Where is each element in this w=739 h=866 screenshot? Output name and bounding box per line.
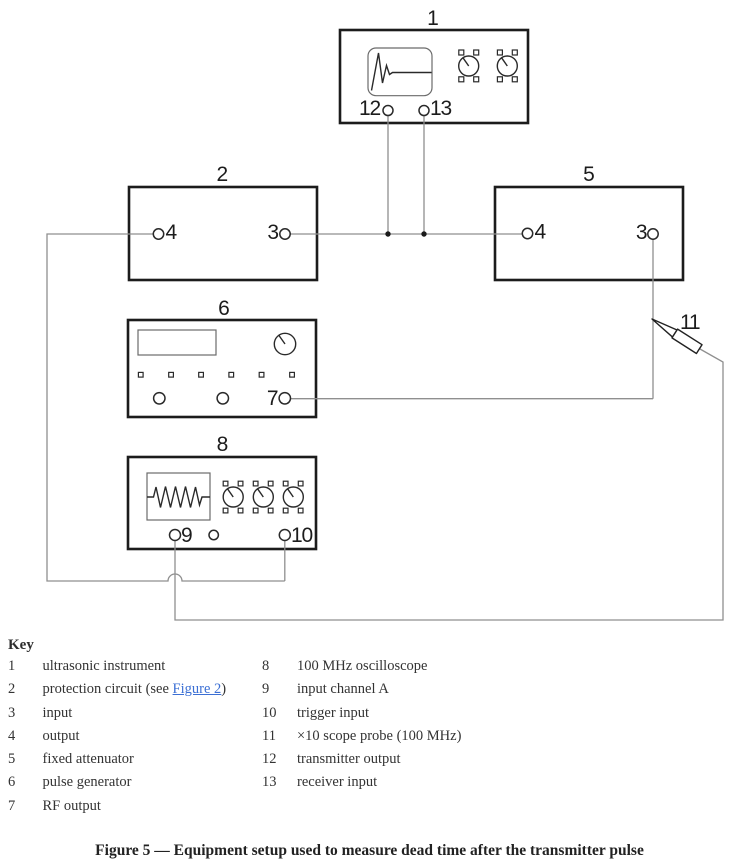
key-label: RF output (42, 797, 101, 814)
junction-dot (421, 231, 426, 236)
key-number: 10 (262, 704, 277, 721)
label-protection-output: 4 (165, 221, 178, 244)
terminal-attenuator-output (522, 228, 532, 238)
key-number: 2 (8, 681, 16, 698)
knob-screw-square (459, 77, 464, 82)
key-column-right (262, 655, 592, 795)
terminal-trigger-input (279, 530, 290, 541)
key-heading: Key (8, 637, 34, 653)
key-item (262, 725, 592, 748)
key-number: 7 (8, 797, 16, 814)
key-number: 6 (8, 774, 16, 791)
key-label-text: protection circuit (see (42, 681, 173, 698)
label-scope-probe: 11 (680, 311, 700, 334)
label-receiver-input: 13 (430, 97, 451, 120)
label-oscilloscope: 8 (216, 433, 229, 456)
knob-screw-square (474, 77, 479, 82)
key-label: 100 MHz oscilloscope (297, 658, 428, 674)
key-item (8, 678, 260, 701)
key-item (8, 748, 260, 771)
key-label: input (42, 704, 73, 721)
key-number: 1 (8, 658, 16, 674)
knob-screw-square (298, 481, 303, 486)
terminal-input-channel-a (170, 530, 181, 541)
button-square (169, 372, 174, 377)
knob-screw-square (474, 50, 479, 55)
key-column-left (8, 655, 260, 818)
key-label: transmitter output (297, 751, 401, 768)
label-pulse-generator: 6 (218, 297, 230, 320)
button-square (138, 372, 143, 377)
label-input-channel-a: 9 (181, 524, 193, 547)
knob-screw-square (268, 508, 273, 513)
key-number: 5 (8, 751, 16, 768)
connector-circle (217, 393, 228, 404)
probe-tip (650, 315, 677, 337)
terminal-attenuator-input (648, 229, 658, 239)
knob-screw-square (283, 508, 288, 513)
label-protection: 2 (216, 163, 229, 186)
label-attenuator-output: 4 (534, 220, 547, 244)
key-label: input channel A (297, 681, 389, 698)
knob-screw-square (459, 50, 464, 55)
key-item (262, 748, 592, 771)
knob-screw-square (253, 508, 258, 513)
knob-screw-square (223, 508, 228, 513)
knob-screw-square (512, 77, 517, 82)
label-transmitter-output: 12 (359, 97, 380, 120)
terminal-transmitter-output (383, 106, 393, 116)
key-item (8, 771, 260, 794)
key-label: fixed attenuator (42, 751, 134, 768)
connector-circle (209, 530, 218, 539)
knob-screw-square (268, 481, 273, 486)
key-item (262, 702, 592, 725)
terminal-receiver-input (419, 106, 429, 116)
key-label: pulse generator (42, 774, 132, 791)
terminal-rf-output (279, 393, 290, 404)
key-number: 12 (262, 751, 277, 768)
figure-caption: Figure 5 — Equipment setup used to measure dead time after the transmitter pulse (95, 842, 644, 859)
label-rf-output: 7 (266, 387, 279, 410)
key-label: receiver input (297, 774, 378, 791)
junction-dot (385, 231, 390, 236)
connector-circle (154, 393, 165, 404)
terminal-protection-output (153, 229, 163, 239)
key-item (262, 655, 592, 678)
label-protection-input: 3 (267, 221, 279, 244)
key-number: 4 (8, 727, 16, 744)
button-square (290, 372, 295, 377)
pulse-generator-display (138, 330, 216, 355)
knob-screw-square (497, 77, 502, 82)
knob-screw-square (512, 50, 517, 55)
key-item (262, 771, 592, 794)
key-number: 13 (262, 774, 277, 791)
knob-screw-square (238, 481, 243, 486)
button-square (229, 372, 234, 377)
key-number: 11 (262, 727, 276, 744)
key-label-text: ) (221, 681, 227, 698)
label-instrument: 1 (427, 7, 439, 30)
terminal-protection-input (280, 229, 290, 239)
key-number: 8 (262, 658, 270, 674)
knob-screw-square (238, 508, 243, 513)
label-trigger-input: 10 (291, 524, 312, 547)
key-item (8, 702, 260, 725)
knob-screw-square (497, 50, 502, 55)
key-item (8, 725, 260, 748)
label-attenuator: 5 (583, 163, 595, 186)
key-label: ultrasonic instrument (42, 658, 166, 674)
knob-screw-square (298, 508, 303, 513)
key-item (262, 678, 592, 701)
label-attenuator-input: 3 (635, 221, 648, 244)
knob-screw-square (283, 481, 288, 486)
figure-2-link[interactable]: Figure 2 (172, 681, 222, 698)
knob-screw-square (253, 481, 258, 486)
key-item (8, 655, 260, 678)
key-label: trigger input (297, 704, 370, 721)
key-item (8, 795, 260, 818)
button-square (259, 372, 264, 377)
key-number: 3 (8, 704, 16, 721)
key-number: 9 (262, 681, 270, 698)
key-label (43, 681, 227, 697)
knob-screw-square (223, 481, 228, 486)
key-label: output (42, 727, 80, 744)
key-label: ×10 scope probe (100 MHz) (297, 727, 462, 744)
button-square (199, 372, 204, 377)
